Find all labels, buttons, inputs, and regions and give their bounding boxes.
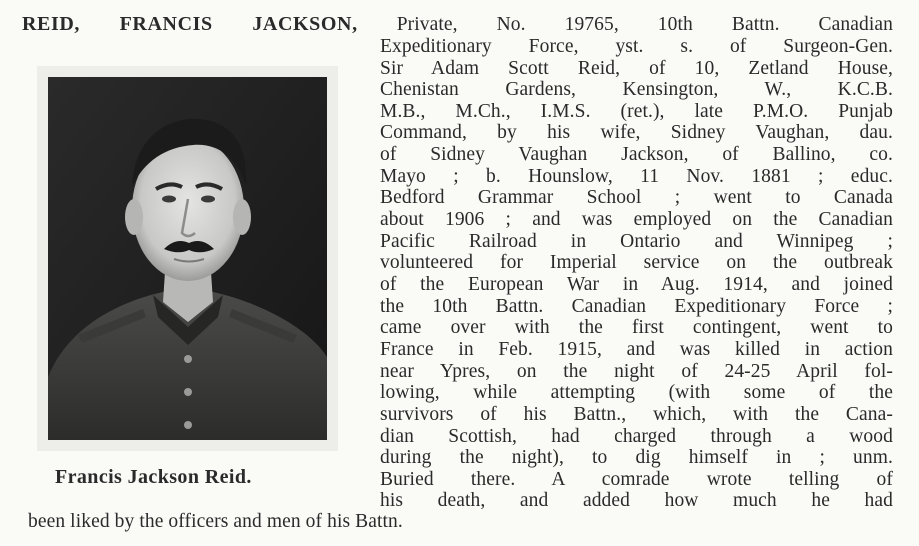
entry-line: Private, No. 19765, 10th Battn. Canadian (396, 14, 893, 35)
entry-line: M.B., M.Ch., I.M.S. (ret.), late P.M.O. Punjab (380, 101, 893, 122)
entry-line: Chenistan Gardens, Kensington, W., K.C.B. (380, 79, 893, 100)
entry-line: volunteered for Imperial service on the outbreak (380, 252, 893, 273)
portrait-photo (48, 77, 327, 440)
entry-line: Command, by his wife, Sidney Vaughan, dau. (380, 122, 893, 143)
entry-line: survivors of his Battn., which, with the Cana- (380, 404, 893, 425)
entry-line: Sir Adam Scott Reid, of 10, Zetland House, (380, 58, 893, 79)
entry-line: his death, and added how much he had (380, 490, 893, 511)
photo-caption: Francis Jackson Reid. (55, 466, 252, 488)
entry-line: France in Feb. 1915, and was killed in action (380, 339, 893, 360)
entry-line: Expeditionary Force, yst. s. of Surgeon-Gen. (380, 36, 893, 57)
entry-line: lowing, while attempting (with some of the (380, 382, 893, 403)
entry-first-line (22, 14, 893, 36)
entry-line: Pacific Railroad in Ontario and Winnipeg ; (380, 231, 893, 252)
entry-line: about 1906 ; and was employed on the Canadian (380, 209, 893, 230)
entry-line: the 10th Battn. Canadian Expeditionary Force ; (380, 296, 893, 317)
entry-line: Bedford Grammar School ; went to Canada (380, 187, 893, 208)
portrait-illustration (48, 77, 327, 440)
entry-line: been liked by the officers and men of his Battn. (28, 511, 403, 532)
entry-line: of Sidney Vaughan Jackson, of Ballino, co. (380, 144, 893, 165)
entry-line: Buried there. A comrade wrote telling of (380, 469, 893, 490)
entry-line: of the European War in Aug. 1914, and joined (380, 274, 893, 295)
entry-line: near Ypres, on the night of 24-25 April fol- (380, 361, 893, 382)
entry-line: Mayo ; b. Hounslow, 11 Nov. 1881 ; educ. (380, 166, 893, 187)
entry-line: during the night), to dig himself in ; unm. (380, 447, 893, 468)
entry-line: dian Scottish, had charged through a wood (380, 426, 893, 447)
entry-heading: REID, FRANCIS JACKSON, (22, 13, 358, 35)
entry-line: came over with the first contingent, went to (380, 317, 893, 338)
